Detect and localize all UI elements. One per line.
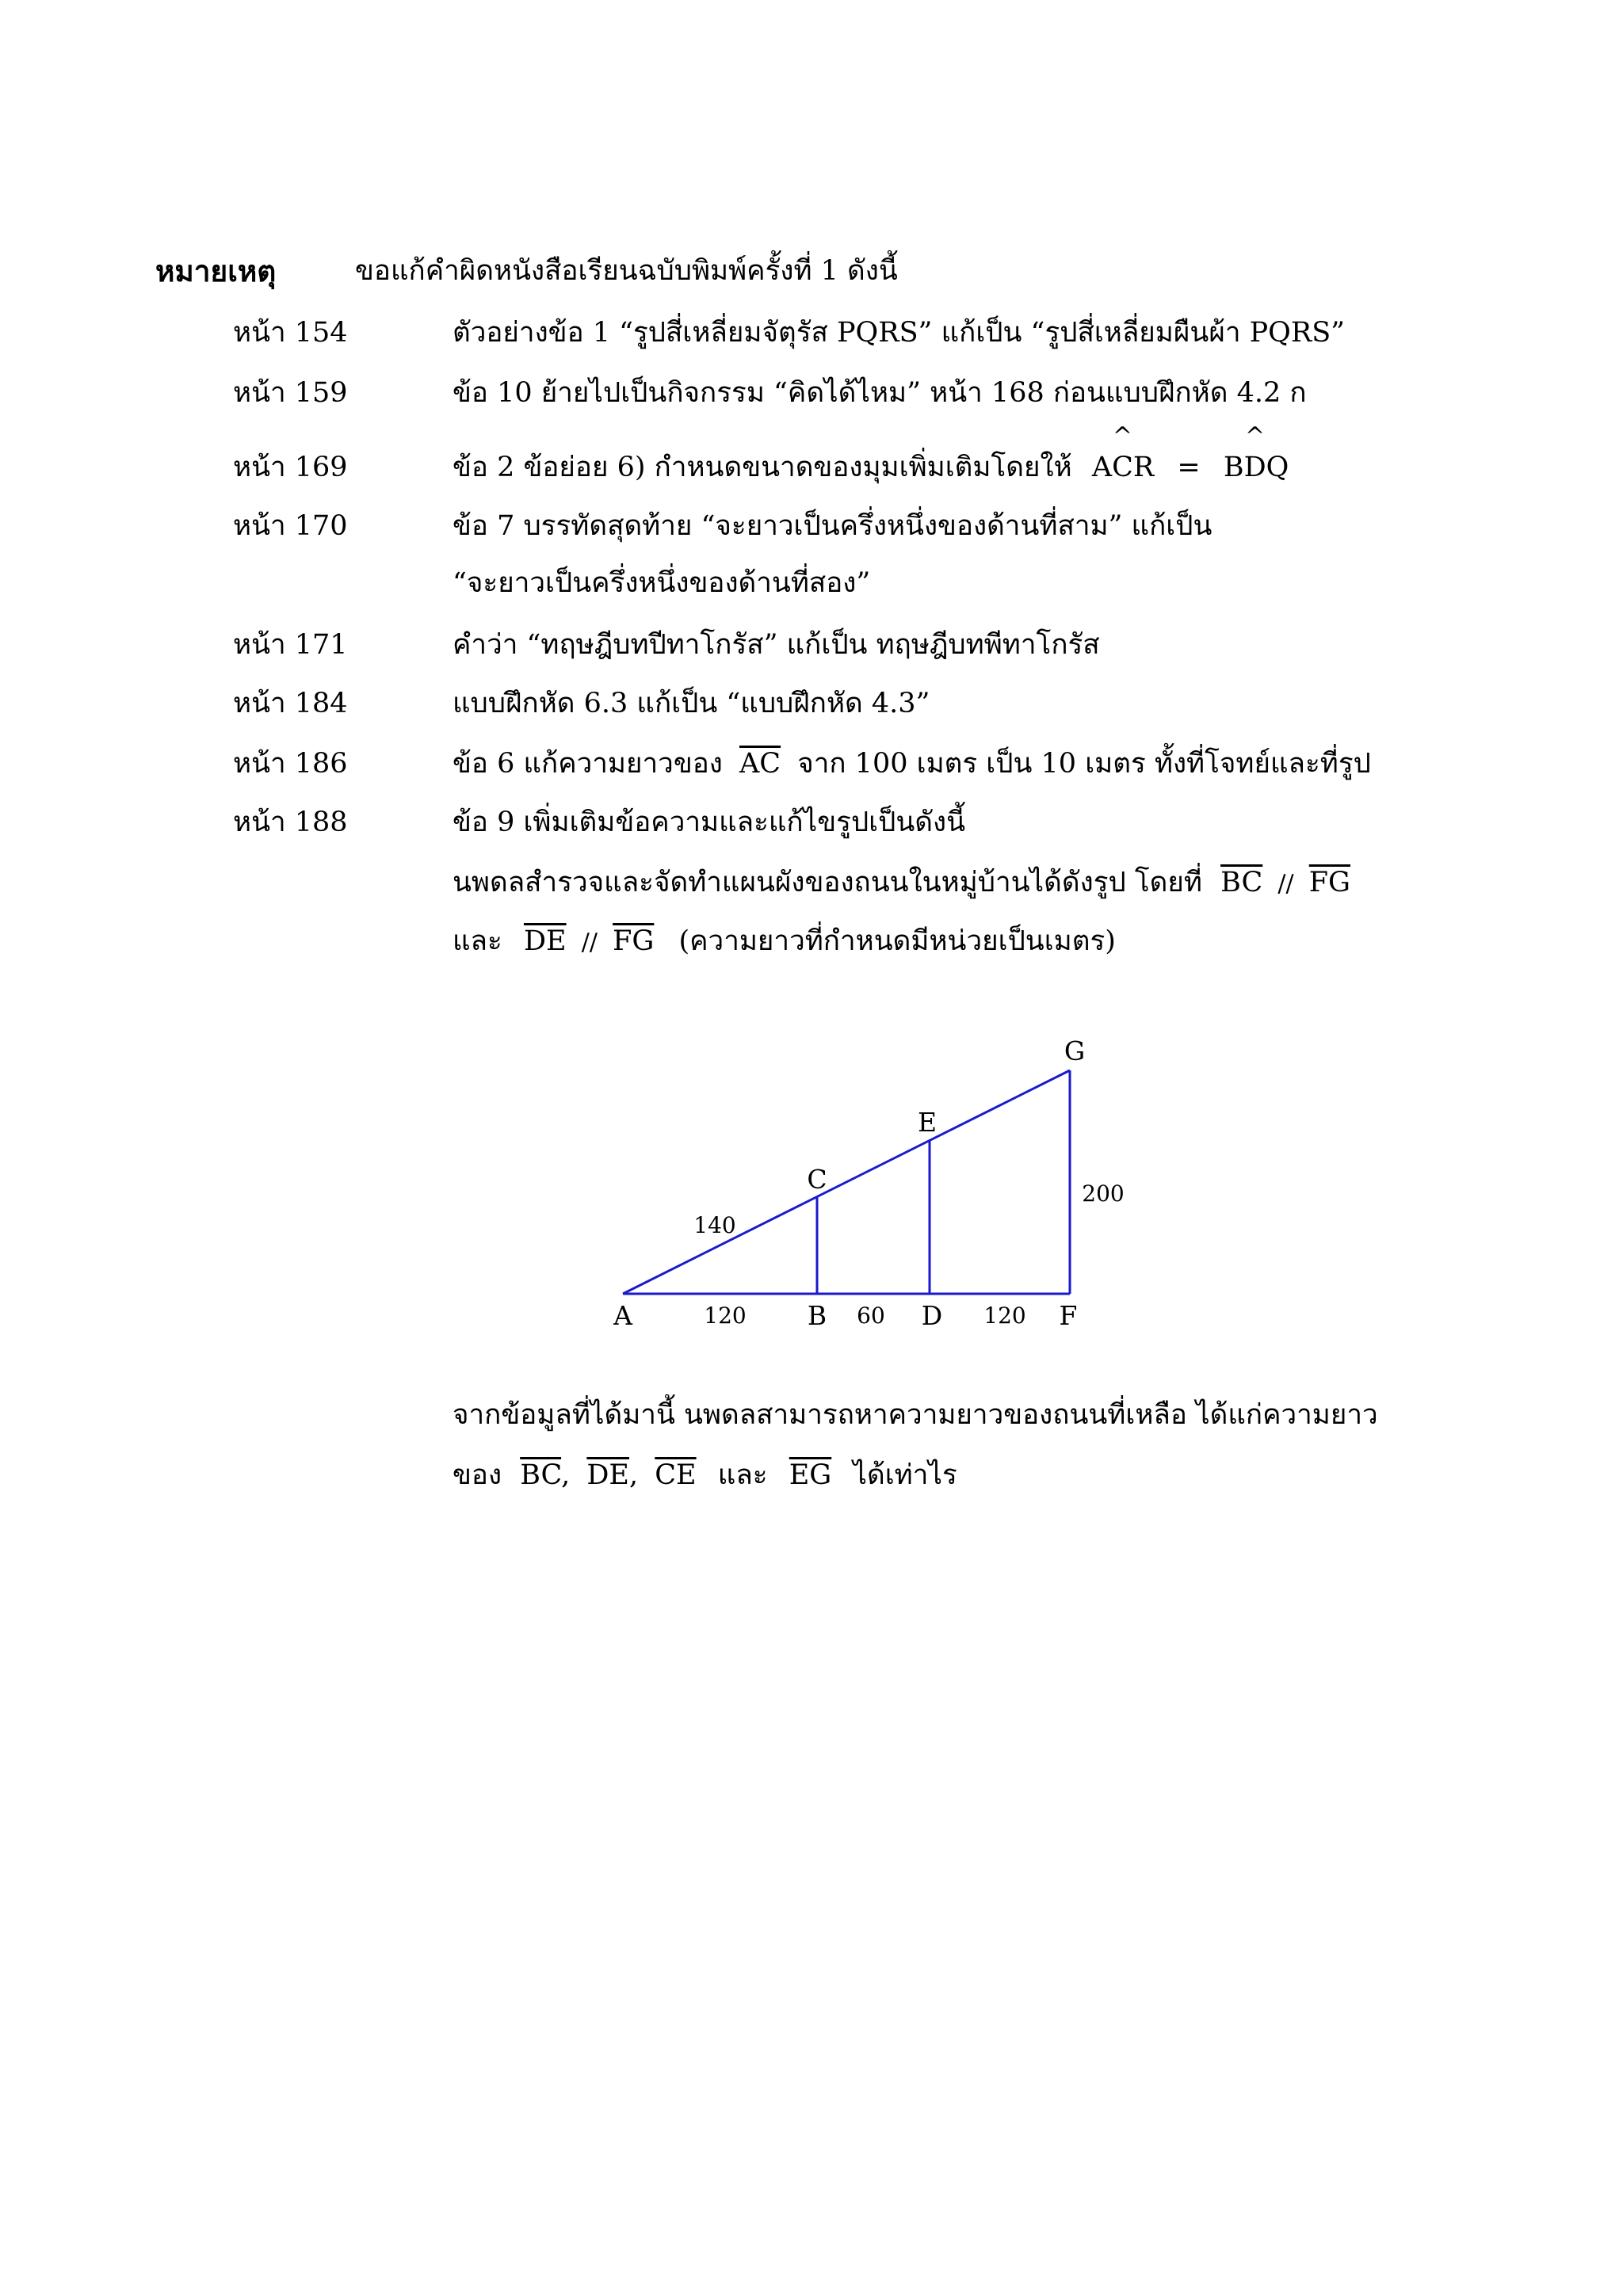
note-intro: ขอแก้คำผิดหนังสือเรียนฉบับพิมพ์ครั้งที่ 1 ดังนี้ [355,255,898,287]
correction-188-line2: นพดลสำรวจและจัดทำแผนผังของถนนในหมู่บ้านได้ดังรูป โดยที่ $\overline{BC} // \overline{FG}$ [453,867,1350,898]
question-segment-eg: $\overline{EG}$ [789,1459,832,1491]
parallel-sign: // [1277,870,1294,898]
page-ref-188: หน้า 188 [233,807,348,838]
question-line2: ของ $\overline{BC}$, $\overline{DE}$, $\overline{CE}$ และ $\overline{EG}$ ได้เท่าไร [453,1459,957,1491]
page-ref-169: หน้า 169 [233,452,348,483]
line-ag [623,1070,1070,1294]
label-fg: 200 [1082,1180,1125,1207]
angle-acr: A ^ CR [1091,422,1155,483]
question-segment-bc: $\overline{BC}$ [520,1459,562,1491]
segment-de: $\overline{DE}$ [523,925,567,957]
page-ref-159: หน้า 159 [233,377,348,409]
segment-fg-2: $\overline{FG}$ [613,925,655,957]
point-d: D [921,1300,943,1331]
correction-184: แบบฝึกหัด 6.3 แก้เป็น “แบบฝึกหัด 4.3” [453,688,930,719]
label-df: 120 [983,1302,1026,1329]
correction-159: ข้อ 10 ย้ายไปเป็นกิจกรรม “คิดได้ไหม” หน้า 168 ก่อนแบบฝึกหัด 4.2 ก [453,377,1307,409]
point-g: G [1064,1035,1086,1066]
label-ab: 120 [704,1302,747,1329]
correction-169-text: ข้อ 2 ข้อย่อย 6) กำหนดขนาดของมุมเพิ่มเติมโดยให้ [453,452,1072,483]
question-line1: จากข้อมูลที่ได้มานี้ นพดลสามารถหาความยาวของถนนที่เหลือ ได้แก่ความยาว [453,1399,1378,1431]
parallel-sign-2: // [581,929,598,956]
point-c: C [807,1164,827,1195]
angle-hat-c: ^ [1112,422,1133,450]
angle-hat-d: ^ [1245,422,1266,450]
question-segment-de: $\overline{DE}$ [586,1459,629,1491]
correction-188-line3: และ $\overline{DE} // \overline{FG}$ (ความยาวที่กำหนดมีหน่วยเป็นเมตร) [453,925,1116,957]
page-ref-186: หน้า 186 [233,748,348,780]
page-ref-184: หน้า 184 [233,688,348,719]
note-heading: หมายเหตุ [155,254,277,288]
figure-lines [623,1070,1070,1294]
segment-bc: $\overline{BC}$ [1220,867,1263,898]
question-segment-ce: $\overline{CE}$ [655,1459,697,1491]
segment-ac: $\overline{AC}$ [739,748,781,780]
angle-bdq: B ^ DQ [1223,422,1289,483]
correction-186: ข้อ 6 แก้ความยาวของ $\overline{AC}$ จาก 100 เมตร เป็น 10 เมตร ทั้งที่โจทย์และที่รูป [453,748,1371,780]
segment-fg: $\overline{FG}$ [1308,867,1350,898]
point-f: F [1059,1300,1078,1331]
point-e: E [917,1107,938,1138]
equals-sign: = [1177,452,1201,483]
correction-170-line2: “จะยาวเป็นครึ่งหนึ่งของด้านที่สอง” [453,567,871,599]
correction-171: คำว่า “ทฤษฎีบทปีทาโกรัส” แก้เป็น ทฤษฎีบทพีทาโกรัส [453,629,1100,661]
point-b: B [807,1300,827,1331]
page-ref-171: หน้า 171 [233,629,348,661]
correction-154: ตัวอย่างข้อ 1 “รูปสี่เหลี่ยมจัตุรัส PQRS” แก้เป็น “รูปสี่เหลี่ยมผืนผ้า PQRS” [453,317,1346,349]
label-ac: 140 [693,1212,736,1238]
page-ref-154: หน้า 154 [233,317,348,349]
point-a: A [613,1300,632,1331]
correction-170-line1: ข้อ 7 บรรทัดสุดท้าย “จะยาวเป็นครึ่งหนึ่งของด้านที่สาม” แก้เป็น [453,510,1212,542]
label-bd: 60 [857,1302,885,1329]
correction-188-line1: ข้อ 9 เพิ่มเติมข้อความและแก้ไขรูปเป็นดังนี้ [453,807,966,838]
page-ref-170: หน้า 170 [233,510,348,542]
